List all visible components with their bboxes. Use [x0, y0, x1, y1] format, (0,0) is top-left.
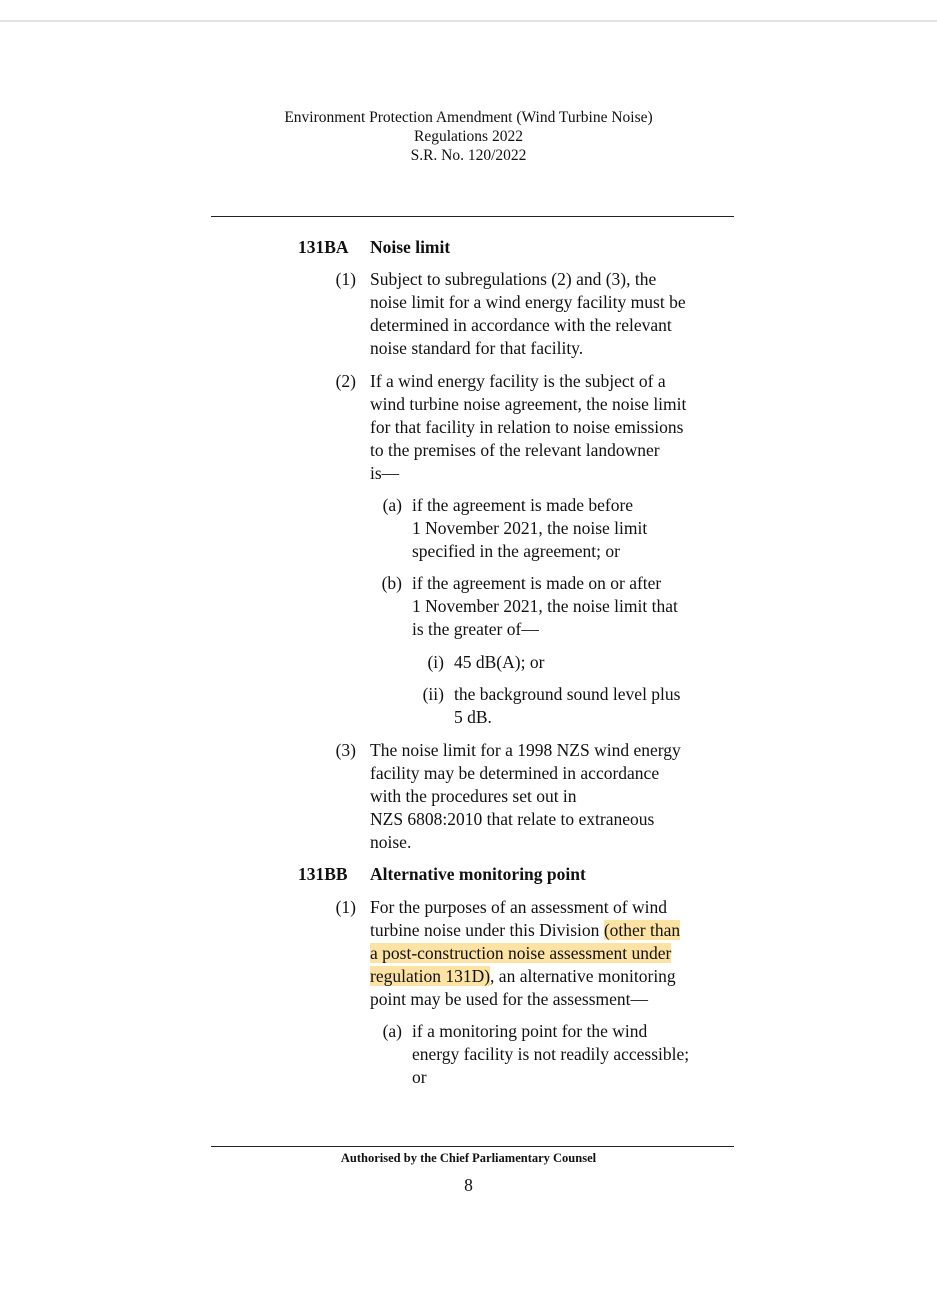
document-header	[0, 108, 937, 165]
text-line: with the procedures set out in	[370, 786, 577, 806]
authorisation-notice: Authorised by the Chief Parliamentary Counsel	[340, 1151, 597, 1165]
header-title-line1: Environment Protection Amendment (Wind Turbine Noise)	[284, 109, 653, 126]
text-line: NZS 6808:2010 that relate to extraneous	[370, 809, 655, 829]
highlighted-text[interactable]: regulation 131D)	[370, 966, 491, 986]
header-sr-number: S.R. No. 120/2022	[410, 147, 527, 164]
section-title: Alternative monitoring point	[370, 864, 586, 884]
subparagraph-i	[427, 651, 545, 674]
subregulation-1	[335, 268, 686, 360]
text-line: 1 November 2021, the noise limit	[412, 518, 648, 538]
text-line: 1 November 2021, the noise limit that	[412, 596, 678, 616]
text-line: is the greater of—	[412, 619, 539, 639]
paragraph-label: (1)	[335, 269, 356, 289]
text-line: For the purposes of an assessment of wind	[370, 897, 667, 917]
section-number: 131BA	[298, 237, 349, 257]
text-line: determined in accordance with the relevant	[370, 315, 672, 335]
highlighted-text[interactable]: a post-construction noise assessment under	[370, 943, 672, 963]
text-line: Subject to subregulations (2) and (3), the	[370, 269, 657, 289]
text-line	[370, 919, 680, 942]
section-title: Noise limit	[370, 237, 451, 257]
text-line: facility may be determined in accordance	[370, 763, 660, 783]
paragraph-label: (ii)	[422, 684, 444, 704]
text-line: 45 dB(A); or	[454, 652, 545, 672]
text-line: is—	[370, 463, 400, 483]
text-line: if the agreement is made before	[412, 495, 634, 515]
subparagraph-ii	[422, 683, 681, 729]
section-heading-131BA	[298, 236, 450, 259]
paragraph-label: (1)	[335, 897, 356, 917]
top-border	[0, 20, 937, 22]
text-line: to the premises of the relevant landowner	[370, 440, 660, 460]
page-number: 8	[464, 1175, 473, 1195]
text-line: wind turbine noise agreement, the noise limit	[370, 394, 687, 414]
header-divider	[211, 216, 734, 217]
paragraph-b	[381, 572, 678, 641]
text-line: noise limit for a wind energy facility must be	[370, 292, 686, 312]
text-line: if a monitoring point for the wind	[412, 1021, 648, 1041]
text-line	[370, 965, 680, 988]
text-line: specified in the agreement; or	[412, 541, 620, 561]
text-line: noise standard for that facility.	[370, 338, 584, 358]
text-line: the background sound level plus	[454, 684, 681, 704]
footer-divider	[211, 1146, 734, 1147]
text-line: noise.	[370, 832, 412, 852]
paragraph-label: (i)	[427, 652, 444, 672]
text-line: point may be used for the assessment—	[370, 989, 649, 1009]
text-line	[370, 942, 680, 965]
paragraph-label: (a)	[382, 1021, 402, 1041]
text-segment: , an alternative monitoring	[490, 966, 676, 986]
text-line: if the agreement is made on or after	[412, 573, 662, 593]
paragraph-label: (3)	[335, 740, 356, 760]
paragraph-a	[382, 494, 648, 563]
section-heading-131BB	[298, 863, 586, 886]
text-line: or	[412, 1067, 427, 1087]
text-line: energy facility is not readily accessible;	[412, 1044, 690, 1064]
section-number: 131BB	[298, 864, 348, 884]
text-line: 5 dB.	[454, 707, 492, 727]
text-line: for that facility in relation to noise emissions	[370, 417, 684, 437]
text-line: The noise limit for a 1998 NZS wind energy	[370, 740, 681, 760]
paragraph-label: (2)	[335, 371, 356, 391]
paragraph-a	[382, 1020, 690, 1089]
subregulation-1	[335, 896, 681, 1011]
subregulation-3	[335, 739, 681, 854]
header-title-line2: Regulations 2022	[414, 128, 523, 145]
highlighted-text[interactable]: (other than	[603, 920, 681, 940]
paragraph-label: (b)	[381, 573, 402, 593]
text-line: If a wind energy facility is the subject of a	[370, 371, 666, 391]
subregulation-2	[335, 370, 687, 485]
text-segment: turbine noise under this Division	[370, 920, 604, 940]
paragraph-label: (a)	[382, 495, 402, 515]
